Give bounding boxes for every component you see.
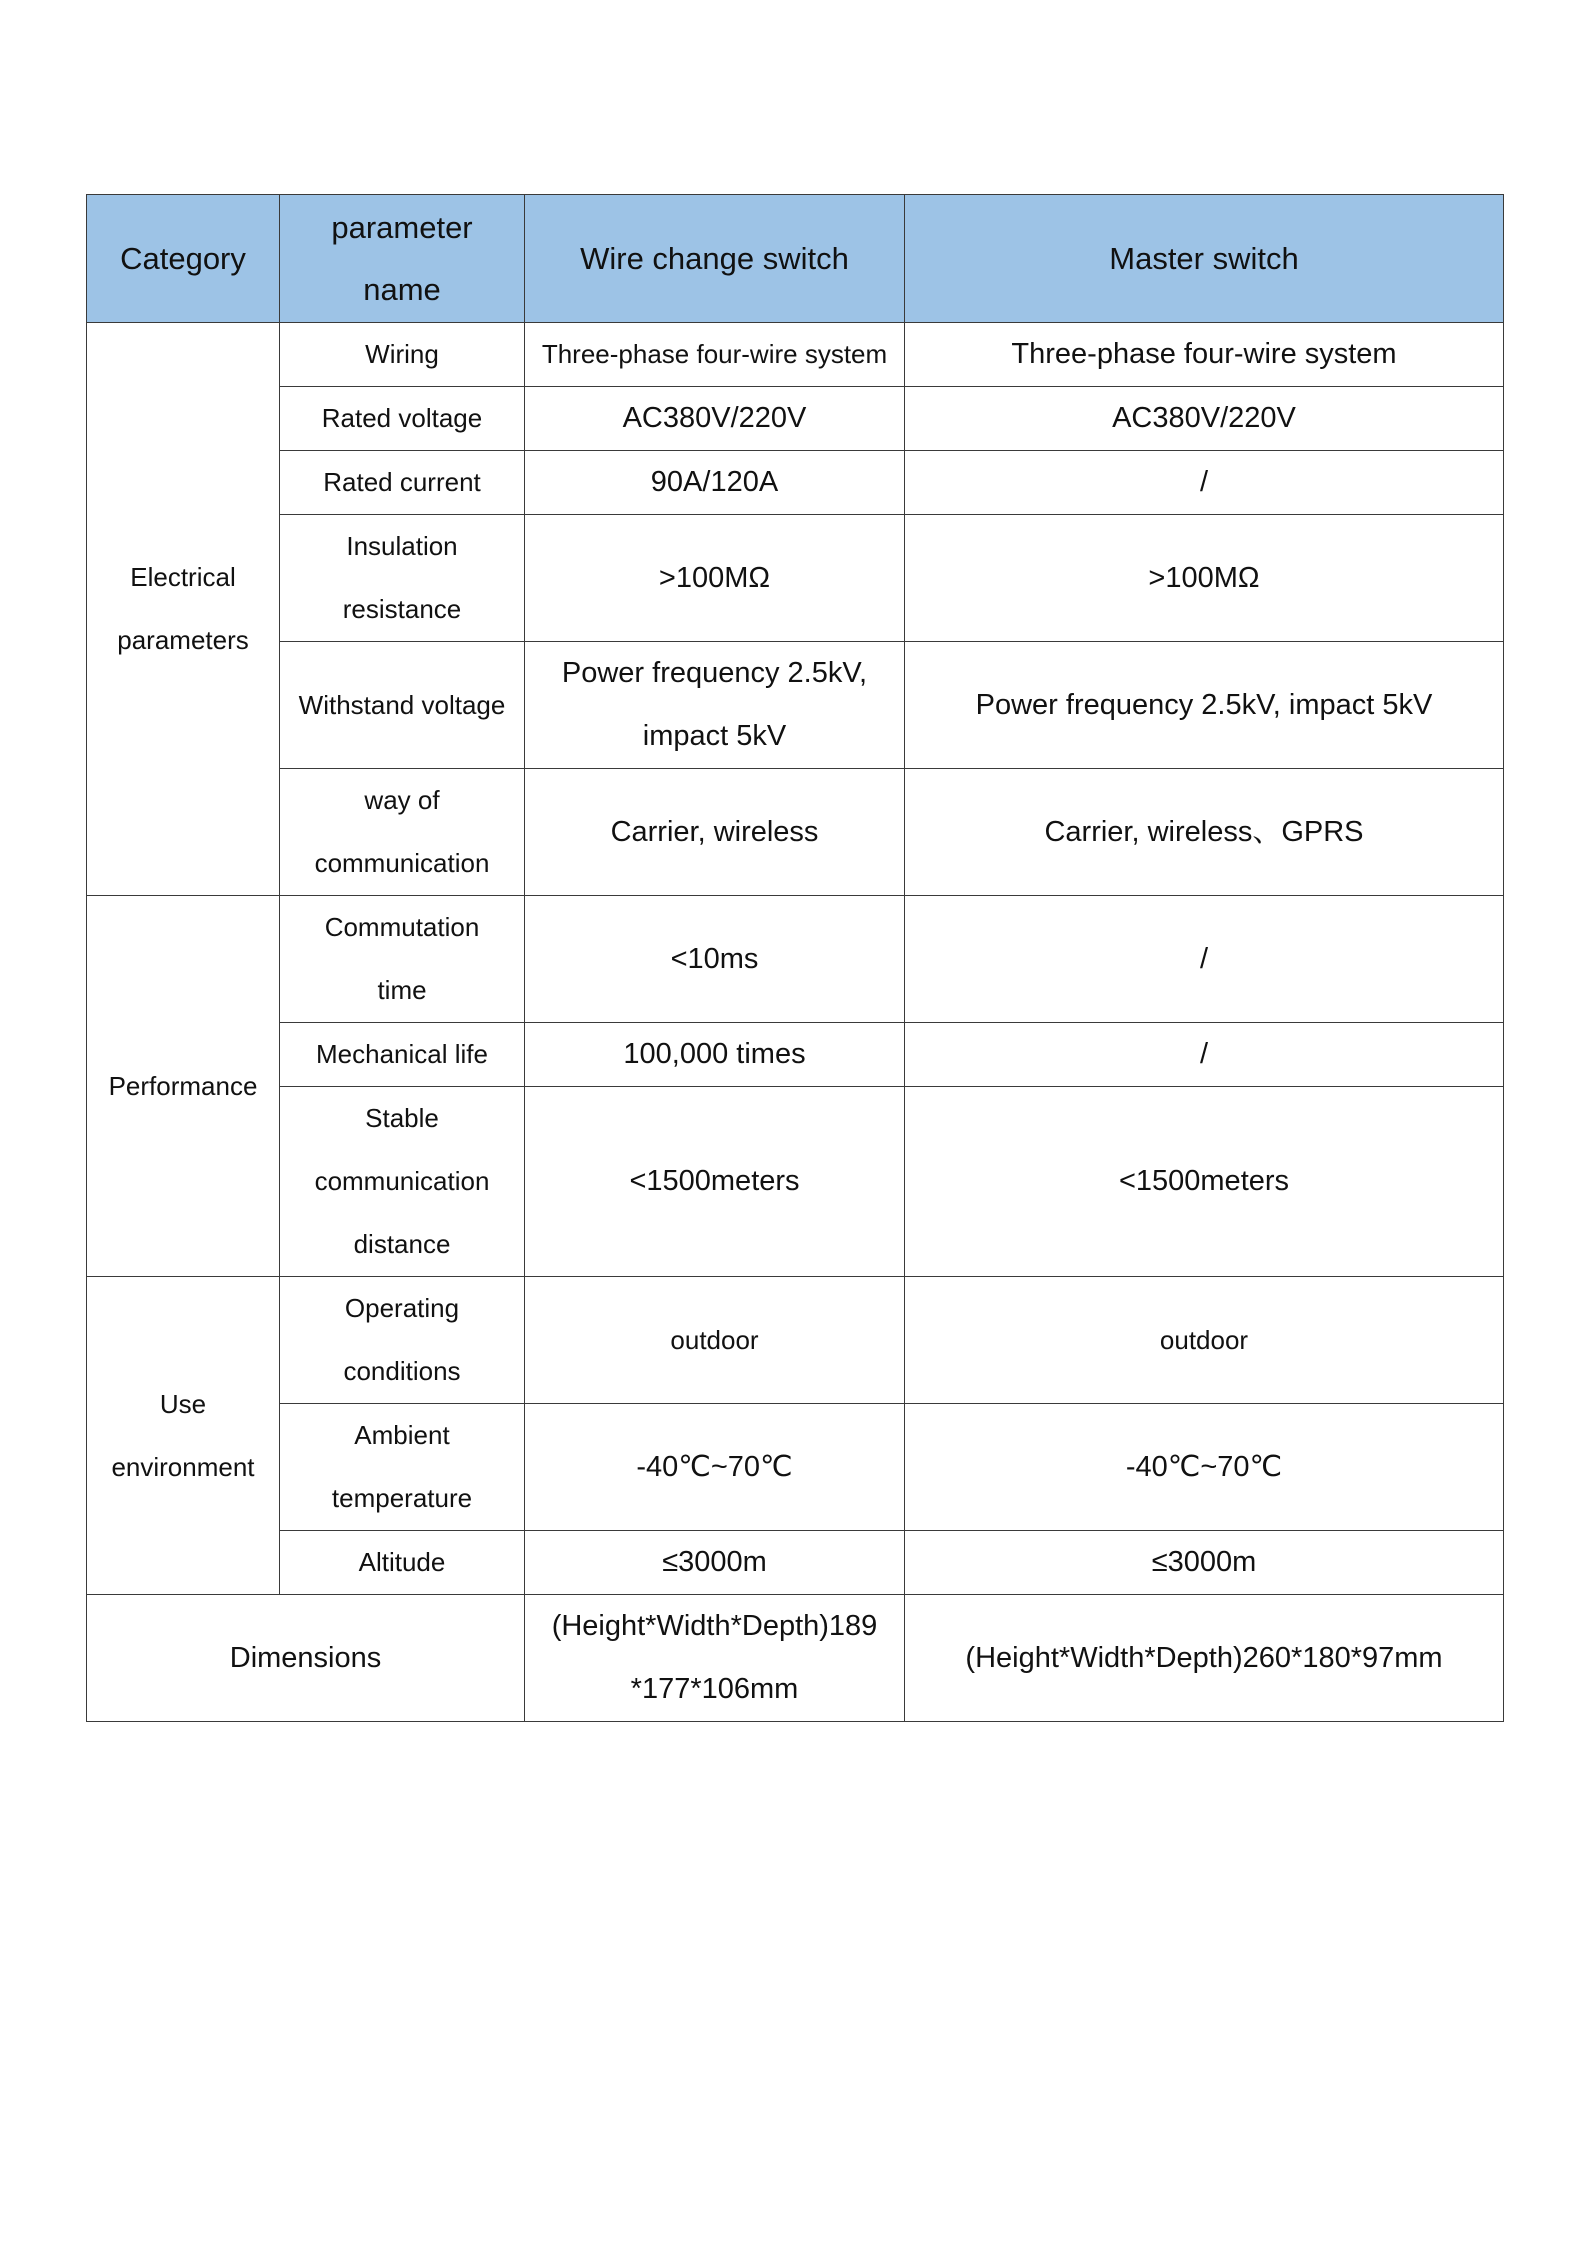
group-label-line2: parameters xyxy=(117,625,249,655)
group-label-line1: Use xyxy=(159,1388,207,1419)
master-altitude: ≤3000m xyxy=(905,1531,1504,1595)
group-electrical-parameters xyxy=(87,323,280,896)
table-row xyxy=(87,1023,1504,1087)
wire-change-withstand-voltage xyxy=(525,642,905,769)
value-line1: Power frequency 2.5kV, xyxy=(561,657,868,689)
header-wire-change-switch: Wire change switch xyxy=(525,195,905,323)
param-dimensions: Dimensions xyxy=(87,1595,525,1722)
table-row xyxy=(87,1277,1504,1404)
param-withstand-voltage: Withstand voltage xyxy=(280,642,525,769)
header-row xyxy=(87,195,1504,323)
wire-change-mechanical-life: 100,000 times xyxy=(525,1023,905,1087)
param-line2: conditions xyxy=(343,1356,461,1386)
param-line2: time xyxy=(377,975,427,1005)
wire-change-altitude: ≤3000m xyxy=(525,1531,905,1595)
master-operating-conditions: outdoor xyxy=(905,1277,1504,1404)
param-mechanical-life: Mechanical life xyxy=(280,1023,525,1087)
param-commutation-time xyxy=(280,896,525,1023)
table-row xyxy=(87,1595,1504,1722)
table-row xyxy=(87,515,1504,642)
param-wiring: Wiring xyxy=(280,323,525,387)
param-line1: Ambient xyxy=(354,1420,450,1450)
group-label-line1: Electrical xyxy=(130,562,236,592)
param-line2: communication xyxy=(314,1166,490,1196)
group-use-environment xyxy=(87,1277,280,1595)
table-row xyxy=(87,642,1504,769)
master-rated-current: / xyxy=(905,451,1504,515)
table-row xyxy=(87,769,1504,896)
master-rated-voltage: AC380V/220V xyxy=(905,387,1504,451)
master-dimensions: (Height*Width*Depth)260*180*97mm xyxy=(905,1595,1504,1722)
param-ambient-temperature xyxy=(280,1404,525,1531)
wire-change-dimensions xyxy=(525,1595,905,1722)
table-row xyxy=(87,387,1504,451)
header-category: Category xyxy=(87,195,280,323)
master-ambient-temperature: -40℃~70℃ xyxy=(905,1404,1504,1531)
param-line1: Operating xyxy=(344,1293,460,1323)
master-commutation-time: / xyxy=(905,896,1504,1023)
group-label-line2: environment xyxy=(111,1451,255,1482)
header-parameter-name-line1: parameter xyxy=(331,209,473,245)
wire-change-operating-conditions: outdoor xyxy=(525,1277,905,1404)
param-line2: communication xyxy=(314,848,490,878)
value-line2: *177*106mm xyxy=(630,1673,799,1705)
spec-table xyxy=(86,194,1504,1722)
param-line3: distance xyxy=(353,1229,451,1259)
value-line1: (Height*Width*Depth)189 xyxy=(551,1610,878,1642)
header-parameter-name xyxy=(280,195,525,323)
master-withstand-voltage: Power frequency 2.5kV, impact 5kV xyxy=(905,642,1504,769)
wire-change-ambient-temperature: -40℃~70℃ xyxy=(525,1404,905,1531)
master-communication-distance: <1500meters xyxy=(905,1087,1504,1277)
table-row xyxy=(87,896,1504,1023)
param-way-of-communication xyxy=(280,769,525,896)
group-performance: Performance xyxy=(87,896,280,1277)
header-parameter-name-line2: name xyxy=(363,271,441,307)
table-row xyxy=(87,451,1504,515)
table-row xyxy=(87,1404,1504,1531)
header-master-switch: Master switch xyxy=(905,195,1504,323)
master-wiring: Three-phase four-wire system xyxy=(905,323,1504,387)
wire-change-wiring: Three-phase four-wire system xyxy=(525,323,905,387)
table-row xyxy=(87,1531,1504,1595)
wire-change-communication-distance: <1500meters xyxy=(525,1087,905,1277)
param-line2: resistance xyxy=(342,594,462,624)
wire-change-rated-current: 90A/120A xyxy=(525,451,905,515)
wire-change-commutation-time: <10ms xyxy=(525,896,905,1023)
master-insulation-resistance: >100MΩ xyxy=(905,515,1504,642)
param-line1: way of xyxy=(364,785,440,815)
value-line2: impact 5kV xyxy=(642,720,787,752)
master-communication: Carrier, wireless、GPRS xyxy=(905,769,1504,896)
param-operating-conditions xyxy=(280,1277,525,1404)
param-communication-distance xyxy=(280,1087,525,1277)
table-row xyxy=(87,1087,1504,1277)
wire-change-communication: Carrier, wireless xyxy=(525,769,905,896)
param-line1: Insulation xyxy=(346,531,458,561)
param-insulation-resistance xyxy=(280,515,525,642)
param-rated-voltage: Rated voltage xyxy=(280,387,525,451)
wire-change-insulation-resistance: >100MΩ xyxy=(525,515,905,642)
table-row xyxy=(87,323,1504,387)
param-line2: temperature xyxy=(331,1483,473,1513)
wire-change-rated-voltage: AC380V/220V xyxy=(525,387,905,451)
master-mechanical-life: / xyxy=(905,1023,1504,1087)
param-line1: Commutation xyxy=(324,912,480,942)
param-altitude: Altitude xyxy=(280,1531,525,1595)
param-line1: Stable xyxy=(365,1103,439,1133)
param-rated-current: Rated current xyxy=(280,451,525,515)
